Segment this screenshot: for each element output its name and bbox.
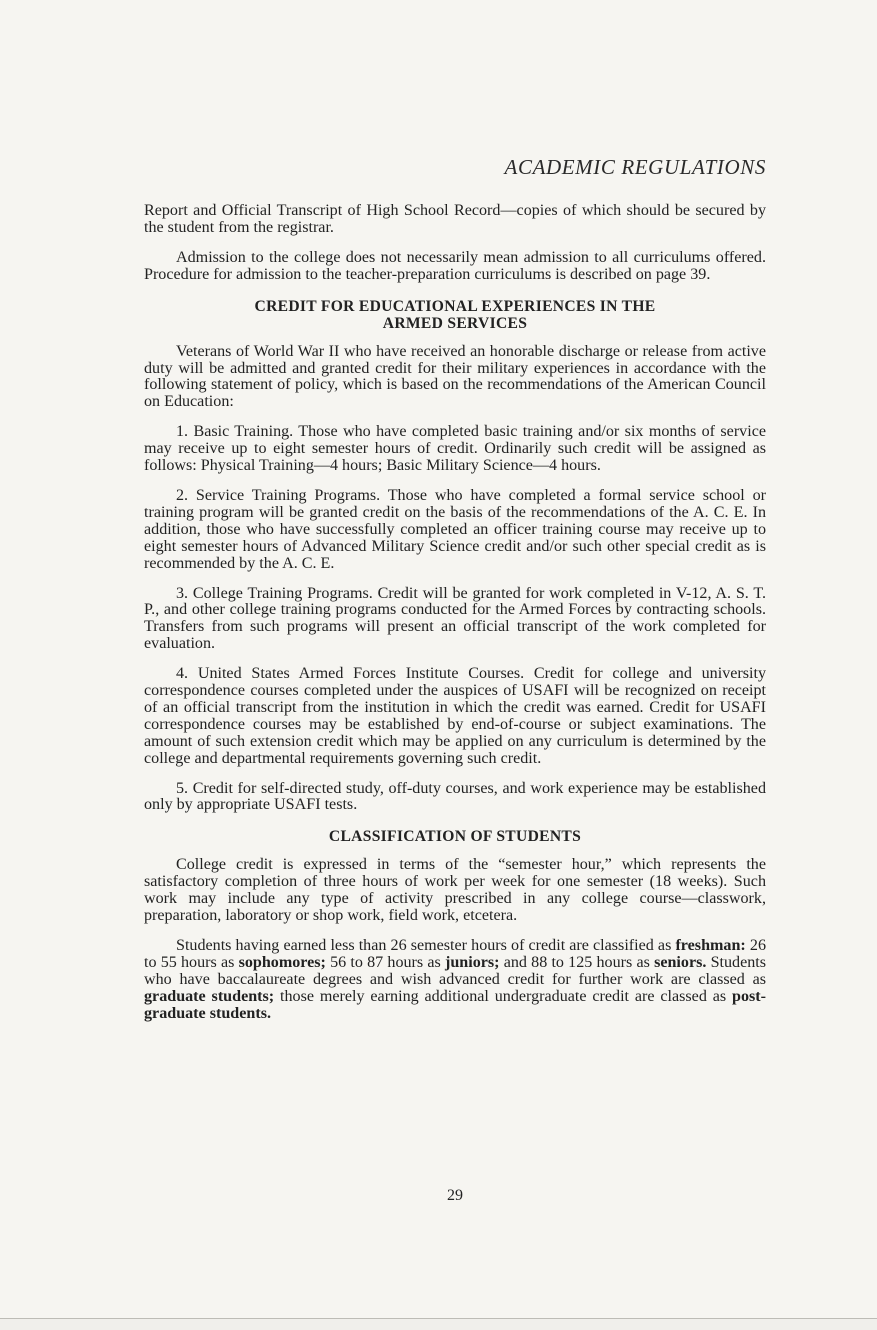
intro-paragraph-1: Report and Official Transcript of High School Record—copies of which should be secured by the student from the registrar. xyxy=(144,202,766,236)
seniors-term: seniors. xyxy=(654,953,707,971)
classification-paragraph xyxy=(144,938,766,1023)
intro-paragraph-2: Admission to the college does not necessarily mean admission to all curriculums offered. Procedure for admission to the teacher-preparation curriculums is described on page 39. xyxy=(144,248,766,283)
classification-text-2: 26 to 55 hours as xyxy=(144,937,767,971)
veterans-paragraph: Veterans of World War II who have received an honorable discharge or release from active duty will be admitted and granted credit for their military experiences in accordance with the following statement of policy, which is based on the recommendations of the American Council on Education: xyxy=(144,342,766,411)
classification-text-3: 56 to 87 hours as xyxy=(325,953,445,971)
page-bottom-edge xyxy=(0,1318,877,1330)
semester-hour-paragraph: College credit is expressed in terms of the “semester hour,” which represents the satisfactory completion of three hours of work per week for one semester (18 weeks). Such work may include any type of activity prescribed in any college course—classwork, preparation, laboratory or shop work, field work, etcetera. xyxy=(144,856,766,925)
section-heading-line-2: ARMED SERVICES xyxy=(382,314,528,332)
sophomores-term: sophomores; xyxy=(238,953,326,971)
graduate-students-term: graduate students; xyxy=(144,987,275,1005)
section-heading-line-1: CREDIT FOR EDUCATIONAL EXPERIENCES IN THE xyxy=(254,297,656,315)
basic-training-paragraph: 1. Basic Training. Those who have completed basic training and/or six months of service may receive up to eight semester hours of credit. Ordinarily such credit will be assigned as follows: Physical Training—4 hours; Basic Military Science—4 hours. xyxy=(144,423,766,475)
classification-text-6: those merely earning additional undergraduate credit are classed as xyxy=(274,987,733,1005)
college-training-paragraph: 3. College Training Programs. Credit will be granted for work completed in V-12, A. S. T. P., and other college training programs conducted for the Armed Forces by contracting schools. Transfers from such programs will present an official transcript of the work completed for evaluation. xyxy=(144,584,766,653)
classification-text-1: Students having earned less than 26 semester hours of credit are classified as xyxy=(176,937,676,954)
freshman-term: freshman: xyxy=(675,937,746,954)
body-text xyxy=(144,203,766,1036)
section-heading-classification: CLASSIFICATION OF STUDENTS xyxy=(328,828,582,846)
section-heading-armed-services xyxy=(144,298,766,332)
usafi-courses-paragraph: 4. United States Armed Forces Institute Courses. Credit for college and university correspondence courses completed under the auspices of USAFI will be recognized on receipt of an official transcript from the institution in which the credit was earned. Credit for USAFI correspondence courses may be established by end-of-course or subject examinations. The amount of such extension credit which may be applied on any curriculum is determined by the college and departmental requirements governing such credit. xyxy=(144,665,766,767)
page-number: 29 xyxy=(447,1187,463,1204)
classification-text-5: Students who have baccalaureate degrees and wish advanced credit for further work are classed as xyxy=(144,953,767,988)
juniors-term: juniors; xyxy=(444,953,500,971)
self-directed-study-paragraph: 5. Credit for self-directed study, off-duty courses, and work experience may be established only by appropriate USAFI tests. xyxy=(144,779,766,814)
running-head: ACADEMIC REGULATIONS xyxy=(504,155,766,179)
classification-text-4: and 88 to 125 hours as xyxy=(499,953,655,971)
postgraduate-students-term: postgraduate students. xyxy=(144,987,766,1022)
service-training-paragraph: 2. Service Training Programs. Those who have completed a formal service school or training program will be granted credit on the basis of the recommendations of the A. C. E. In addition, those who have successfully completed an officer training course may receive up to eight semester hours of Advanced Military Science credit and/or such other special credit as is recommended by the A. C. E. xyxy=(144,486,766,572)
